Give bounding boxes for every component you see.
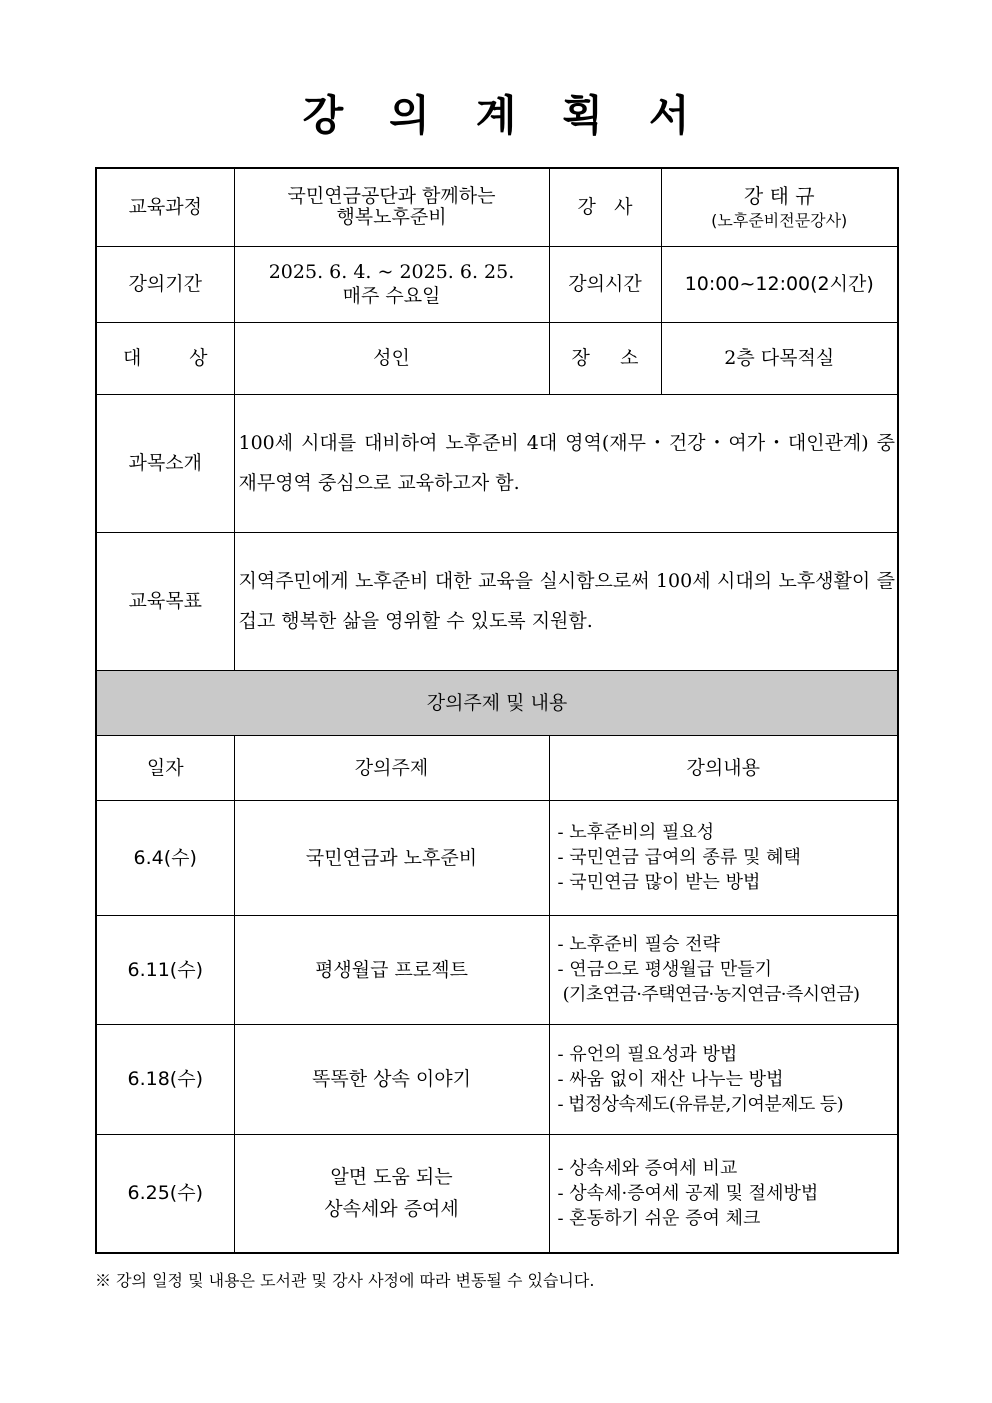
target-label-char-2: 상 <box>189 347 208 369</box>
course-line-1: 국민연금공단과 함께하는 <box>287 185 496 208</box>
goal-text: 지역주민에게 노후준비 대한 교육을 실시함으로써 100세 시대의 노후생활이 즐겁고 행복한 삶을 영위할 수 있도록 지원함. <box>238 570 895 632</box>
period-row <box>96 246 898 322</box>
content-item: - 유언의 필요성과 방법 <box>557 1043 738 1065</box>
content-item: - 싸움 없이 재산 나누는 방법 <box>557 1068 784 1090</box>
goal-cell <box>234 532 898 670</box>
schedule-row <box>96 915 898 1024</box>
goal-row <box>96 532 898 670</box>
schedule-topic <box>234 1134 549 1253</box>
schedule-topic-line-1: 알면 도움 되는 <box>330 1166 453 1189</box>
content-item: - 연금으로 평생월급 만들기 <box>557 959 773 980</box>
content-item: - 혼동하기 쉬운 증여 체크 <box>557 1207 761 1229</box>
lecturer-label-char-2: 사 <box>614 196 633 219</box>
time-label: 강의시간 <box>549 246 661 322</box>
content-item: - 노후준비의 필요성 <box>557 822 715 843</box>
page-title: 강의계획서 <box>302 91 736 140</box>
schedule-section-row <box>96 670 898 735</box>
goal-label: 교육목표 <box>96 532 234 670</box>
place-label <box>549 322 661 394</box>
time-value: 10:00~12:00(2시간) <box>661 246 898 322</box>
target-row <box>96 322 898 394</box>
schedule-row <box>96 800 898 915</box>
lecture-plan-table <box>95 167 899 1254</box>
place-label-char-2: 소 <box>620 347 639 369</box>
period-label: 강의기간 <box>96 246 234 322</box>
header-topic: 강의주제 <box>234 735 549 800</box>
content-item: - 국민연금 많이 받는 방법 <box>557 872 761 893</box>
schedule-topic: 평생월급 프로젝트 <box>234 915 549 1024</box>
period-line-2: 매주 수요일 <box>342 285 441 307</box>
content-item: - 상속세와 증여세 비교 <box>557 1157 738 1179</box>
content-item: - 상속세·증여세 공제 및 절세방법 <box>557 1182 819 1204</box>
schedule-row <box>96 1024 898 1134</box>
intro-cell <box>234 394 898 532</box>
footnote: ※ 강의 일정 및 내용은 도서관 및 강사 사정에 따라 변동될 수 있습니다. <box>95 1271 595 1290</box>
target-value: 성인 <box>234 322 549 394</box>
content-item: (기초연금·주택연금·농지연금·즉시연금) <box>557 984 860 1005</box>
schedule-contents <box>549 800 898 915</box>
lecturer-title: (노후준비전문강사) <box>711 211 848 231</box>
schedule-topic: 국민연금과 노후준비 <box>234 800 549 915</box>
schedule-date: 6.4(수) <box>96 800 234 915</box>
intro-label: 과목소개 <box>96 394 234 532</box>
schedule-contents <box>549 1024 898 1134</box>
header-date: 일자 <box>96 735 234 800</box>
lecturer-label <box>549 168 661 246</box>
target-label-char-1: 대 <box>123 347 142 369</box>
schedule-date: 6.11(수) <box>96 915 234 1024</box>
schedule-topic: 똑똑한 상속 이야기 <box>234 1024 549 1134</box>
lecturer-label-char-1: 강 <box>577 196 596 219</box>
lecturer-name: 강 태 규 <box>743 184 815 209</box>
period-value <box>234 246 549 322</box>
schedule-row <box>96 1134 898 1253</box>
schedule-date: 6.18(수) <box>96 1024 234 1134</box>
schedule-topic-line-2: 상속세와 증여세 <box>324 1198 459 1221</box>
intro-row <box>96 394 898 532</box>
course-row <box>96 168 898 246</box>
intro-text: 100세 시대를 대비하여 노후준비 4대 영역(재무・건강・여가・대인관계) 중 재무영역 중심으로 교육하고자 함. <box>238 432 895 494</box>
lecturer-value <box>661 168 898 246</box>
target-label <box>96 322 234 394</box>
place-label-char-1: 장 <box>571 347 590 369</box>
period-line-1: 2025. 6. 4. ~ 2025. 6. 25. <box>268 261 515 283</box>
header-contents: 강의내용 <box>549 735 898 800</box>
course-line-2: 행복노후준비 <box>336 206 447 229</box>
place-value: 2층 다목적실 <box>661 322 898 394</box>
schedule-date: 6.25(수) <box>96 1134 234 1253</box>
schedule-header-row <box>96 735 898 800</box>
schedule-contents <box>549 915 898 1024</box>
content-item: - 노후준비 필승 전략 <box>557 934 720 955</box>
schedule-contents <box>549 1134 898 1253</box>
course-label: 교육과정 <box>96 168 234 246</box>
course-value <box>234 168 549 246</box>
content-item: - 법정상속제도(유류분,기여분제도 등) <box>557 1093 844 1115</box>
content-item: - 국민연금 급여의 종류 및 혜택 <box>557 847 801 868</box>
schedule-section-title: 강의주제 및 내용 <box>96 670 898 735</box>
